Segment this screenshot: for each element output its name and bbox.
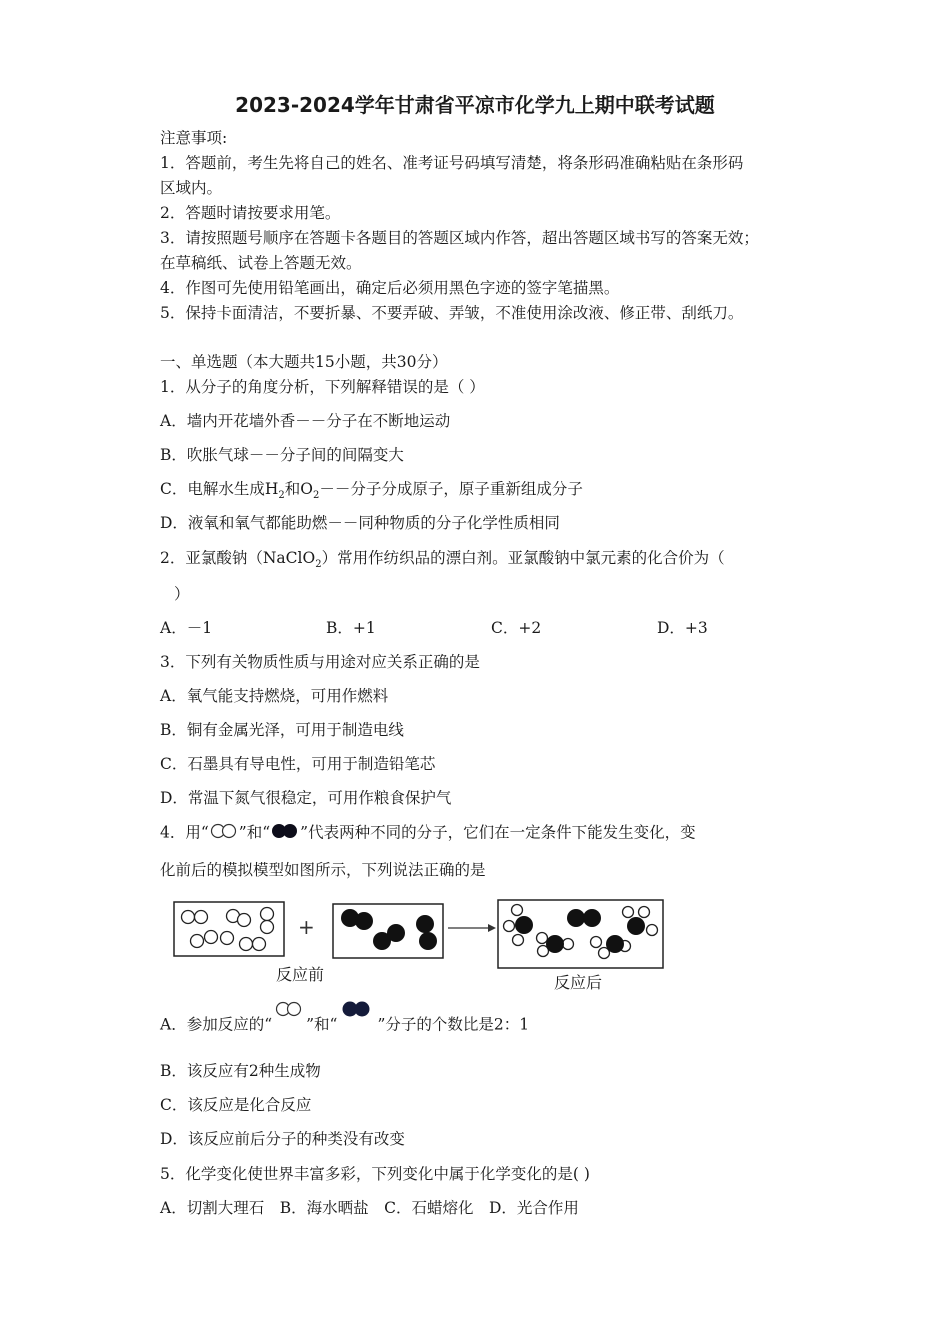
q4-option-b: B．该反应有2种生成物 (160, 1062, 321, 1080)
q4-option-c: C．该反应是化合反应 (160, 1096, 312, 1114)
q2-option-b: B．+1 (326, 619, 376, 637)
black-molecule-icon (337, 1000, 377, 1023)
notice-item: 5．保持卡面清洁，不要折暴、不要弄破、弄皱，不准使用涂改液、修正带、刮纸刀。 (160, 304, 744, 322)
q3-option-c: C．石墨具有导电性，可用于制造铅笔芯 (160, 755, 436, 773)
q3-option-d: D．常温下氮气很稳定，可用作粮食保护气 (160, 789, 452, 807)
notice-item: 4．作图可先使用铅笔画出，确定后必须用黑色字迹的签字笔描黑。 (160, 279, 620, 297)
page-title: 2023-2024学年甘肃省平凉市化学九上期中联考试题 (235, 93, 715, 117)
section-heading: 一、单选题（本大题共15小题，共30分） (160, 353, 448, 371)
notice-item: 1．答题前，考生先将自己的姓名、准考证号码填写清楚，将条形码准确粘贴在条形码 (160, 154, 744, 172)
q3-option-b: B．铜有金属光泽，可用于制造电线 (160, 721, 404, 739)
q1-option-d: D．液氧和氧气都能助燃－－同种物质的分子化学性质相同 (160, 514, 560, 532)
q2-option-c: C．+2 (491, 619, 542, 637)
notice-item: 3．请按照题号顺序在答题卡各题目的答题区域内作答，超出答题区域书写的答案无效； (160, 229, 759, 247)
q4-option-d: D．该反应前后分子的种类没有改变 (160, 1130, 405, 1148)
q5-options: A．切割大理石 B．海水晒盐 C．石蜡熔化 D．光合作用 (160, 1199, 579, 1217)
black-molecule-icon (270, 822, 300, 845)
caption-after: 反应后 (554, 973, 603, 992)
q2-option-a: A．－1 (160, 619, 213, 637)
q1-option-c: C．电解水生成$H_2$和$O_2--$分子分成原子，原子重新组成分子 (160, 480, 583, 502)
q1-stem: 1．从分子的角度分析，下列解释错误的是（ ） (160, 378, 485, 396)
q2-option-d: D．+3 (657, 619, 708, 637)
q3-option-a: A．氧气能支持燃烧，可用作燃料 (160, 687, 389, 705)
notice-item: 在草稿纸、试卷上答题无效。 (160, 254, 362, 272)
white-molecule-icon (272, 1000, 306, 1023)
reaction-model-diagram (168, 898, 668, 1002)
q3-stem: 3．下列有关物质性质与用途对应关系正确的是 (160, 653, 480, 671)
q4-option-a: A．参加反应的“ ”和“ ”分子的个数比是2：1 (160, 1014, 529, 1037)
white-molecule-icon (209, 822, 239, 845)
notice-heading: 注意事项: (160, 129, 228, 147)
notice-item: 2．答题时请按要求用笔。 (160, 204, 341, 222)
notice-item: 区域内。 (160, 179, 223, 197)
caption-before: 反应前 (276, 965, 325, 984)
plus-sign: + (298, 915, 315, 939)
q4-stem-line2: 化前后的模拟模型如图所示，下列说法正确的是 (160, 861, 486, 879)
q4-stem: 4．用“ ”和“ ”代表两种不同的分子，它们在一定条件下能发生变化，变 (160, 822, 696, 845)
q1-option-b: B．吹胀气球－－分子间的间隔变大 (160, 446, 404, 464)
q5-stem: 5．化学变化使世界丰富多彩，下列变化中属于化学变化的是( ) (160, 1165, 590, 1183)
q1-option-a: A．墙内开花墙外香－－分子在不断地运动 (160, 412, 451, 430)
q2-stem: 2．亚氯酸钠（NaClO$_2$）常用作纺织品的漂白剂。亚氯酸钠中氯元素的化合价为（ (160, 549, 725, 571)
q2-stem-close: ） (174, 585, 190, 603)
